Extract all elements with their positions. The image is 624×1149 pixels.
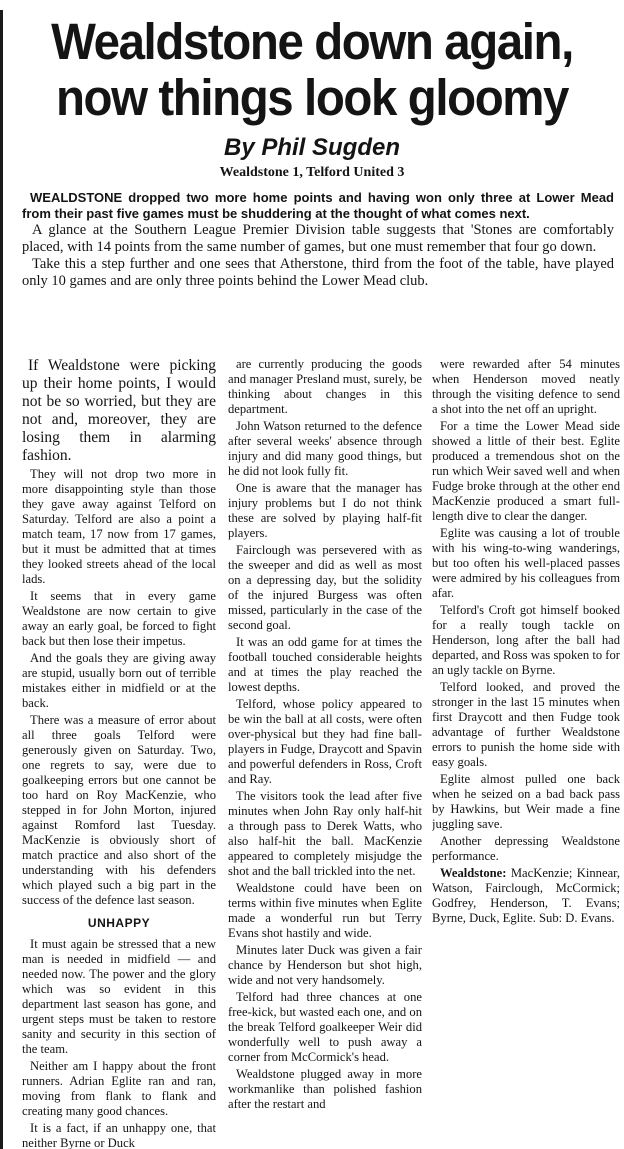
body-paragraph: It seems that in every game Wealdstone are now certain to give away an early goal, be forced to fight back but then lose their impetus. xyxy=(22,589,216,648)
subheading: UNHAPPY xyxy=(87,916,151,930)
body-paragraph: Telford had three chances at one free-kick, but wasted each one, and on the break Telford goalkeeper Weir did wonderfully well to push away a corner from McCormick's head. xyxy=(228,990,422,1064)
column-2 xyxy=(228,357,422,1149)
headline-line-2: now things look gloomy xyxy=(55,69,569,126)
body-paragraph: Telford, whose policy appeared to be win the ball at all costs, were often over-physical but they had fine ball-players in Fudge, Draycott and Spavin and powerful defenders in Ross, Croft and Ray. xyxy=(228,697,422,786)
body-paragraph: Telford's Croft got himself booked for a really tough tackle on Henderson, long after the ball had departed, and Ross was spoken to for an ugly tackle on Byrne. xyxy=(432,603,620,677)
body-paragraph: Wealdstone plugged away in more workmanlike than polished fashion after the restart and xyxy=(228,1067,422,1111)
article-columns xyxy=(22,357,624,1149)
intro-paragraph: Take this a step further and one sees that Atherstone, third from the foot of the table, have played only 10 games and are only three points behind the Lower Mead club. xyxy=(22,256,614,289)
body-paragraph: It was an odd game for at times the football touched considerable heights and at times the play reached the lowest depths. xyxy=(228,635,422,694)
column-3 xyxy=(432,357,620,1149)
body-paragraph: They will not drop two more in more disappointing style than those they gave away against Telford on Saturday. Telford are also a point a match team, 17 now from 17 games, but it must be admitted that at times they looked streets ahead of the local lads. xyxy=(22,467,216,586)
body-paragraph: Fairclough was persevered with as the sweeper and did as well as most on a depressing day, but the solidity of the injured Burgess was often missed, particularly in the case of the second goal. xyxy=(228,543,422,632)
body-paragraph: It must again be stressed that a new man is needed in midfield — and needed now. The power and the glory which was so evident in this department last season has gone, and urgent steps must be taken to restore sanity and security in this section of the team. xyxy=(22,937,216,1056)
intro-paragraph: A glance at the Southern League Premier Division table suggests that 'Stones are comfortably placed, with 14 points from the same number of games, but one must remember that four go down. xyxy=(22,222,614,255)
column-rule-left xyxy=(0,10,3,1149)
team-lineup xyxy=(432,866,620,926)
byline: By Phil Sugden xyxy=(223,134,400,161)
body-paragraph: Eglite almost pulled one back when he seized on a bad back pass by Hawkins, but Weir made a fine juggling save. xyxy=(432,772,620,831)
body-paragraph: One is aware that the manager has injury problems but I do not think these are solved by playing half-fit players. xyxy=(228,481,422,540)
body-paragraph: were rewarded after 54 minutes when Henderson moved neatly through the visiting defence to send a shot into the net off an upright. xyxy=(432,357,620,416)
match-score: Wealdstone 1, Telford United 3 xyxy=(219,165,405,180)
body-paragraph: For a time the Lower Mead side showed a little of their best. Eglite produced a tremendous shot on the run which Weir saved well and when Fudge broke through at the other end MacKenzie produced a smart full-length dive to clear the danger. xyxy=(432,419,620,523)
body-paragraph: Wealdstone could have been on terms within five minutes when Eglite made a wonderful run but Terry Evans shot hastily and wide. xyxy=(228,881,422,940)
lead-paragraph: WEALDSTONE dropped two more home points and having won only three at Lower Mead from their past five games must be shuddering at the thought of what comes next. xyxy=(22,190,614,221)
column-1 xyxy=(22,357,216,1149)
body-paragraph: are currently producing the goods and manager Presland must, surely, be thinking about changes in this department. xyxy=(228,357,422,416)
body-paragraph: The visitors took the lead after five minutes when John Ray only half-hit a through pass to Derek Watts, who also half-hit the ball. MacKenzie appeared to completely misjudge the shot and the ball trickled into the net. xyxy=(228,789,422,878)
body-paragraph: Another depressing Wealdstone performance. xyxy=(432,834,620,863)
body-paragraph: If Wealdstone were picking up their home points, I would not be so worried, but they are not and, moreover, they are losing them in alarming fashion. xyxy=(22,357,216,464)
body-paragraph: Eglite was causing a lot of trouble with his wing-to-wing wanderings, but too often his well-placed passes were admired by his colleagues from afar. xyxy=(432,526,620,600)
body-paragraph: It is a fact, if an unhappy one, that neither Byrne or Duck xyxy=(22,1121,216,1149)
lineup-team-name: Wealdstone: xyxy=(440,866,507,880)
body-paragraph: Telford looked, and proved the stronger in the last 15 minutes when first Draycott and then Fudge took advantage of further Wealdstone errors to punish the home side with easy goals. xyxy=(432,680,620,769)
lineup-players: MacKenzie; Kinnear, Watson, Fairclough, McCormick; Godfrey, Henderson, T. Evans; Byrne, Duck, Eglite. Sub: D. Evans. xyxy=(432,866,620,925)
body-paragraph: There was a measure of error about all three goals Telford were generously given on Saturday. Two, one regrets to say, were due to goalkeeping errors but one cannot be too hard on Roy MacKenzie, who stepped in for John Morton, injured against Romford last Tuesday. MacKenzie is obviously short of match practice and also short of the understanding with his defenders which played such a big part in the success of the defence last season. xyxy=(22,713,216,907)
body-paragraph: Minutes later Duck was given a fair chance by Henderson but shot high, wide and not very handsomely. xyxy=(228,943,422,987)
body-paragraph: And the goals they are giving away are stupid, usually born out of terrible mistakes either in midfield or at the back. xyxy=(22,651,216,710)
headline-line-1: Wealdstone down again, xyxy=(51,13,573,70)
body-paragraph: Neither am I happy about the front runners. Adrian Eglite ran and ran, moving from flank to flank and creating many good chances. xyxy=(22,1059,216,1118)
headline xyxy=(22,0,602,126)
body-paragraph: John Watson returned to the defence after several weeks' absence through injury and did many good things, but he did not look fully fit. xyxy=(228,419,422,478)
